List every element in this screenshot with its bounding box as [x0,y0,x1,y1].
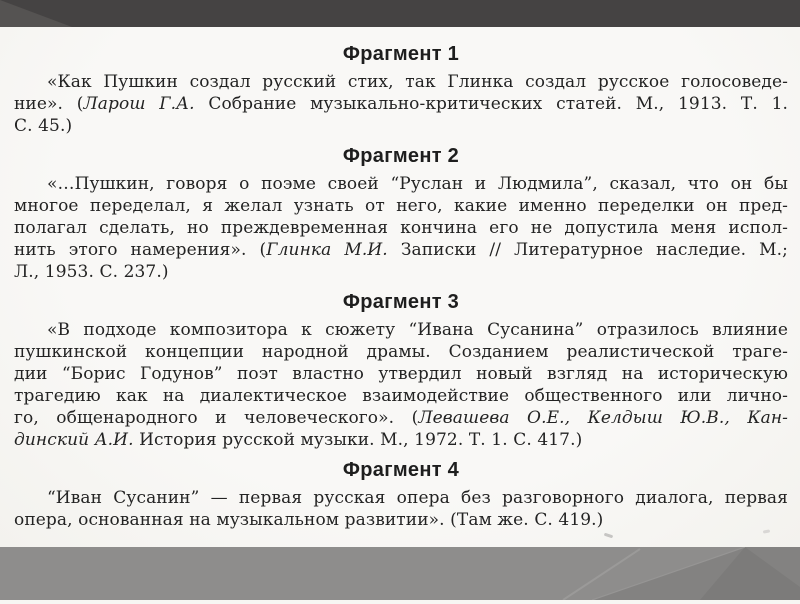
fragment-2-line-1: «…Пушкин, говоря о поэме своей “Руслан и Людмила”, сказал, что он бы [47,174,788,194]
fragment-4-title: Фрагмент 4 [342,459,460,481]
fragment-4-line-1: “Иван Сусанин” — первая русская опера без разговорного диалога, первая [47,488,788,508]
fragment-3-title: Фрагмент 3 [342,291,460,313]
fragment-3-line-6: динский А.И. История русской музыки. М., 1972. Т. 1. С. 417.) [14,430,583,450]
fragment-1-line-2: ние». (Ларош Г.А. Собрание музыкально-критических статей. М., 1913. Т. 1. [14,94,789,114]
slide-paper [0,27,800,547]
top-bar-corner-facet [0,0,72,27]
top-bar [0,0,800,27]
fragment-2-title: Фрагмент 2 [342,145,460,167]
fragment-3-line-1: «В подходе композитора к сюжету “Ивана Сусанина” отразилось влияние [47,320,788,340]
fragment-1-line-3: С. 45.) [14,116,73,136]
fragment-2-line-3: полагал сделать, но преждевременная кончина его не допустила меня испол- [14,218,788,238]
fragment-1-line-1: «Как Пушкин создал русский стих, так Глинка создал русское голосоведе- [47,72,788,92]
fragment-3-line-4: трагедию как на диалектическое взаимодействие общественного или лично- [14,386,788,406]
fragment-3-line-5: го, общенародного и человеческого». (Левашева О.Е., Келдыш Ю.В., Кан- [14,408,788,428]
fragment-3-line-3: дии “Борис Годунов” поэт властно утвердил новый взгляд на историческую [14,364,788,384]
fragment-2-line-2: многое переделал, я желал узнать от него, какие именно переделки он пред- [14,196,788,216]
fragment-3-line-2: пушкинской концепции народной драмы. Созданием реалистической траге- [14,342,788,362]
fragment-4-line-2: опера, основанная на музыкальном развитии». (Там же. С. 419.) [14,510,604,530]
fragment-2-line-5: Л., 1953. С. 237.) [14,262,169,282]
fragment-1-title: Фрагмент 1 [342,43,460,65]
fragment-2-line-4: нить этого намерения». (Глинка М.И. Записки // Литературное наследие. М.; [14,240,789,260]
bottom-bar-facets [0,547,800,600]
bottom-bar [0,547,800,600]
